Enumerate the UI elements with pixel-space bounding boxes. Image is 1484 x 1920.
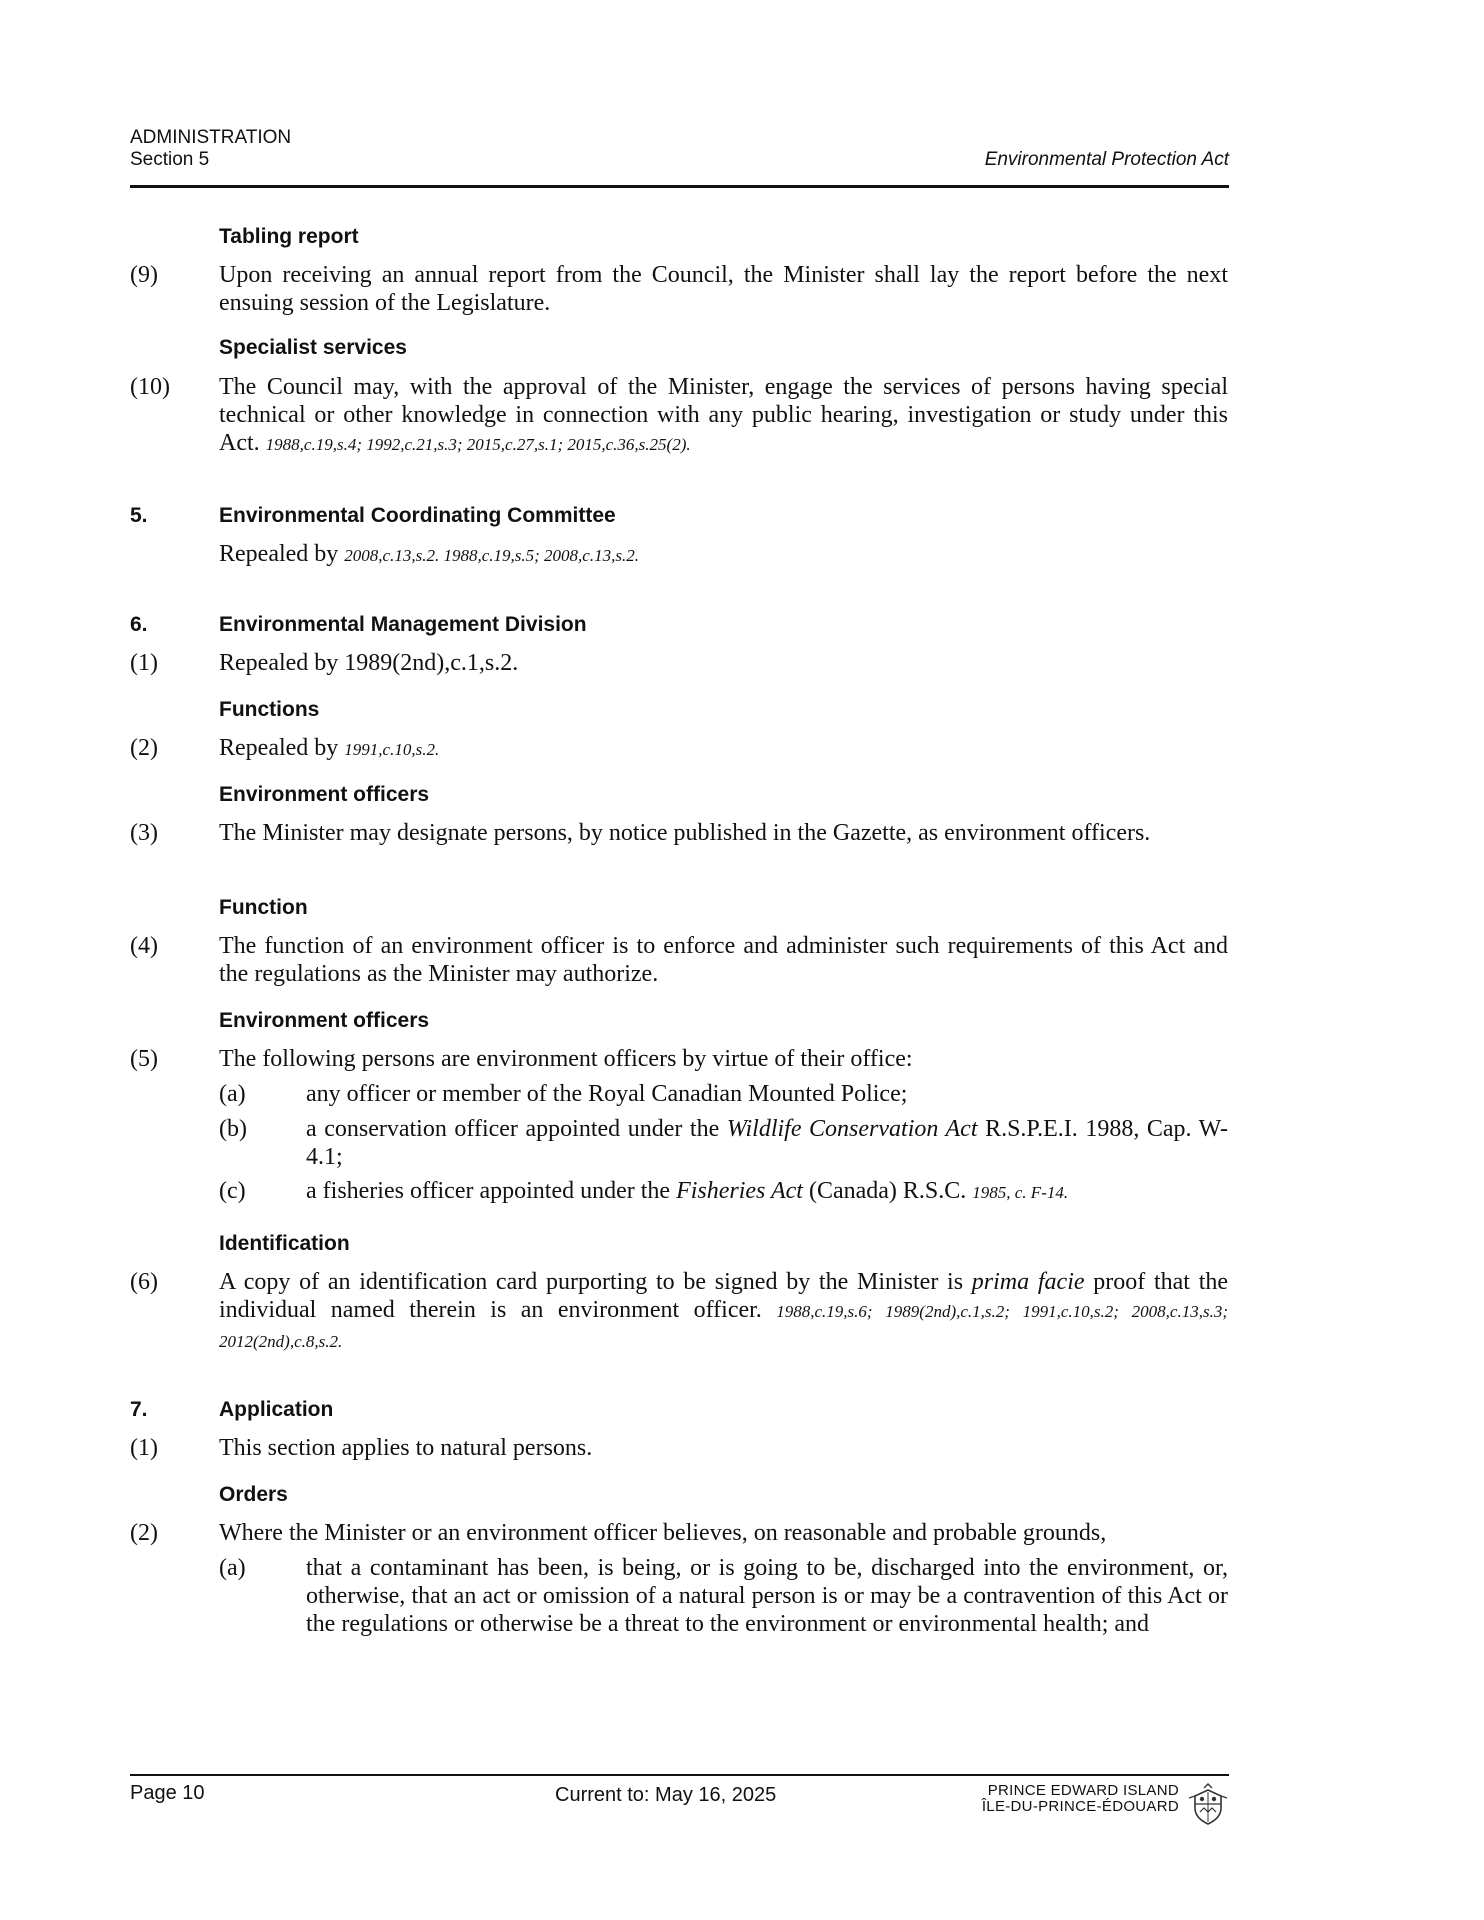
para-num: (2) bbox=[130, 1520, 158, 1546]
para-num: (5) bbox=[130, 1046, 158, 1072]
heading-orders: Orders bbox=[219, 1483, 288, 1506]
heading-function: Function bbox=[219, 896, 308, 919]
para-body: The Council may, with the approval of the Minister, engage the services of persons having special technical or other knowledge in connection with any public hearing, investigation or study under this Act. bbox=[219, 374, 1228, 456]
citation: 1985, c. F-14. bbox=[972, 1183, 1069, 1202]
para-num: (10) bbox=[130, 374, 170, 400]
heading-functions: Functions bbox=[219, 698, 320, 721]
page-number: Page 10 bbox=[130, 1782, 205, 1804]
para-text: This section applies to natural persons. bbox=[219, 1435, 593, 1461]
provincial-crest-icon bbox=[1187, 1782, 1229, 1826]
para-text bbox=[219, 1268, 1228, 1356]
act-name: Fisheries Act bbox=[676, 1178, 803, 1204]
clause-text bbox=[306, 1177, 1228, 1207]
para-text: The function of an environment officer is to enforce and administer such requirements of this Act and the regulations as the Minister may authorize. bbox=[219, 933, 1228, 987]
citation: 2008,c.13,s.2. 1988,c.19,s.5; 2008,c.13,s.2. bbox=[344, 546, 639, 565]
para-text bbox=[219, 540, 1228, 570]
section-heading: Application bbox=[219, 1398, 334, 1421]
section-heading: Environmental Coordinating Committee bbox=[219, 504, 616, 527]
province-name-en: PRINCE EDWARD ISLAND bbox=[987, 1782, 1179, 1799]
para-num: (4) bbox=[130, 933, 158, 959]
para-num: (1) bbox=[130, 650, 158, 676]
heading-environment-officers: Environment officers bbox=[219, 783, 430, 806]
clause-post: (Canada) R.S.C. bbox=[808, 1178, 967, 1204]
province-name bbox=[982, 1783, 1179, 1815]
para-num: (6) bbox=[130, 1269, 158, 1295]
page-header bbox=[130, 127, 1229, 188]
para-pre: A copy of an identification card purporting to be signed by the Minister is bbox=[219, 1269, 964, 1295]
clause-text: any officer or member of the Royal Canadian Mounted Police; bbox=[306, 1081, 908, 1107]
para-text: The following persons are environment officers by virtue of their office: bbox=[219, 1046, 913, 1072]
header-part: ADMINISTRATION bbox=[130, 127, 292, 148]
citation: 1988,c.19,s.6; 1989(2nd),c.1,s.2; 1991,c.10,s.2; 2008,c.13,s.3; 2012(2nd),c.8,s.2. bbox=[219, 1302, 1228, 1351]
para-text: Upon receiving an annual report from the Council, the Minister shall lay the report before the next ensuing session of the Legislature. bbox=[219, 262, 1228, 316]
section-number: 5. bbox=[130, 504, 148, 527]
citation: 1988,c.19,s.4; 1992,c.21,s.3; 2015,c.27,s.1; 2015,c.36,s.25(2). bbox=[265, 435, 691, 454]
para-num: (2) bbox=[130, 735, 158, 761]
clause-text bbox=[306, 1115, 1228, 1171]
act-name: Wildlife Conservation Act bbox=[726, 1116, 978, 1142]
emphasis: prima facie bbox=[971, 1269, 1085, 1295]
para-text: The Minister may designate persons, by notice published in the Gazette, as environment officers. bbox=[219, 820, 1151, 846]
clause-label: (a) bbox=[219, 1081, 246, 1107]
para-text: Where the Minister or an environment officer believes, on reasonable and probable grounds, bbox=[219, 1520, 1107, 1546]
heading-environment-officers-2: Environment officers bbox=[219, 1009, 430, 1032]
para-num: (1) bbox=[130, 1435, 158, 1461]
para-text bbox=[219, 373, 1228, 459]
para-body: Repealed by bbox=[219, 541, 339, 567]
para-num: (3) bbox=[130, 820, 158, 846]
header-act-title: Environmental Protection Act bbox=[984, 149, 1229, 170]
header-section: Section 5 bbox=[130, 149, 210, 170]
current-to-date: Current to: May 16, 2025 bbox=[555, 1784, 777, 1806]
heading-identification: Identification bbox=[219, 1232, 350, 1255]
section-number: 7. bbox=[130, 1398, 148, 1421]
clause-pre: a fisheries officer appointed under the bbox=[306, 1178, 671, 1204]
clause-pre: a conservation officer appointed under the bbox=[306, 1116, 720, 1142]
clause-text: that a contaminant has been, is being, or is going to be, discharged into the environment, or, otherwise, that an act or omission of a natural person is or may be a contravention of this Act or the regulations or otherwise be a threat to the environment or environmental health; and bbox=[306, 1555, 1228, 1637]
para-body: Repealed by bbox=[219, 735, 339, 761]
para-text: Repealed by 1989(2nd),c.1,s.2. bbox=[219, 650, 519, 676]
section-number: 6. bbox=[130, 613, 148, 636]
province-name-fr: ÎLE-DU-PRINCE-ÉDOUARD bbox=[981, 1798, 1179, 1815]
para-num: (9) bbox=[130, 262, 158, 288]
citation: 1991,c.10,s.2. bbox=[344, 740, 440, 759]
para-post: proof that the individual named therein is an environment officer. bbox=[219, 1269, 1229, 1323]
para-text bbox=[219, 734, 1228, 764]
clause-label: (c) bbox=[219, 1178, 246, 1204]
section-heading: Environmental Management Division bbox=[219, 613, 587, 636]
heading-specialist-services: Specialist services bbox=[219, 336, 407, 359]
clause-label: (b) bbox=[219, 1116, 247, 1142]
clause-post: R.S.P.E.I. 1988, Cap. W-4.1; bbox=[306, 1116, 1229, 1170]
heading-tabling-report: Tabling report bbox=[219, 225, 359, 248]
page-footer bbox=[130, 1774, 1229, 1836]
clause-label: (a) bbox=[219, 1555, 246, 1581]
